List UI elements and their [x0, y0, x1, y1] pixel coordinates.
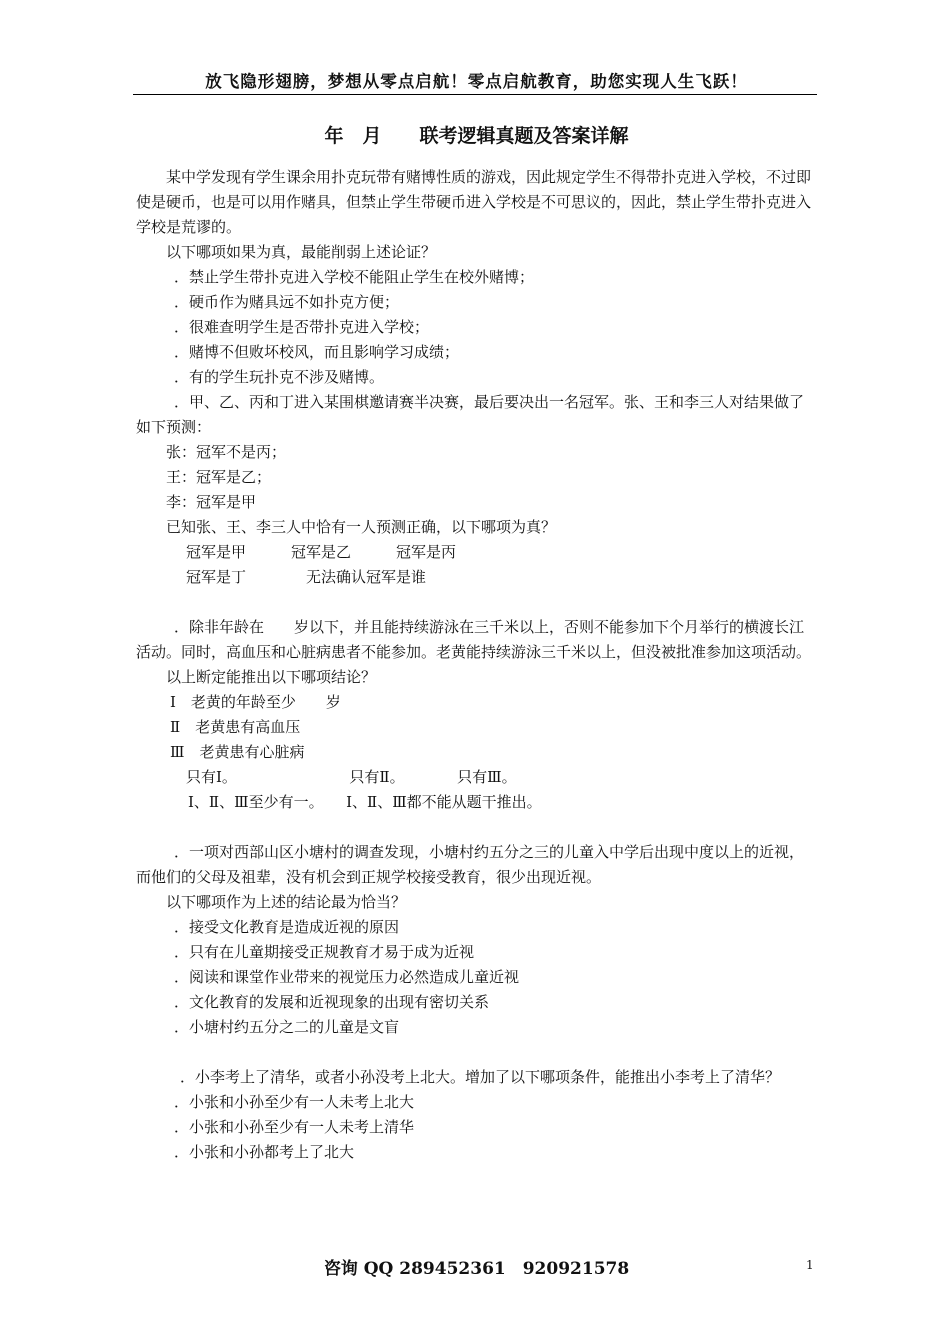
spacer: [136, 815, 817, 840]
q1-option: ．硬币作为赌具远不如扑克方便；: [174, 293, 400, 311]
q3-item: Ⅱ 老黄患有高血压: [170, 718, 301, 736]
q4-option: ．阅读和课堂作业带来的视觉压力必然造成儿童近视: [174, 968, 520, 986]
q1-option: ．赌博不但败坏校风，而且影响学习成绩；: [174, 343, 460, 361]
q1-question: 以下哪项如果为真，最能削弱上述论证？: [166, 243, 437, 261]
q3-choices: Ⅰ、Ⅱ、Ⅲ至少有一。 Ⅰ、Ⅱ、Ⅲ都不能从题干推出。: [188, 793, 542, 811]
q4-option: ．只有在儿童期接受正规教育才易于成为近视: [174, 943, 475, 961]
q2-choices: 冠军是甲 冠军是乙 冠军是丙: [186, 543, 457, 561]
spacer: [136, 590, 817, 615]
q1-option: ．禁止学生带扑克进入学校不能阻止学生在校外赌博；: [174, 268, 535, 286]
q2-question: 已知张、王、李三人中恰有一人预测正确，以下哪项为真？: [166, 518, 557, 536]
q4-option: ．小塘村约五分之二的儿童是文盲: [174, 1018, 400, 1036]
page-header-slogan: 放飞隐形翅膀，梦想从零点启航！零点启航教育，助您实现人生飞跃！: [205, 72, 748, 91]
q2-choices: 冠军是丁 无法确认冠军是谁: [186, 568, 427, 586]
document-body: [136, 165, 817, 1165]
q4-option: ．文化教育的发展和近视现象的出现有密切关系: [174, 993, 490, 1011]
q2-prediction: 张：冠军不是丙；: [166, 443, 287, 461]
q3-stem: ．除非年龄在 岁以下，并且能持续游泳在三千米以上，否则不能参加下个月举行的横渡长江活动。同时，高血压和心脏病患者不能参加。老黄能持续游泳三千米以上，但没被批准参加这项活动。: [136, 618, 812, 661]
q4-option: ．接受文化教育是造成近视的原因: [174, 918, 400, 936]
document-title: 年 月 联考逻辑真题及答案详解: [324, 125, 629, 147]
q5-option: ．小张和小孙至少有一人未考上清华: [174, 1118, 415, 1136]
footer-contact: 咨询 QQ 289452361 920921578: [323, 1259, 630, 1279]
q1-stem: 某中学发现有学生课余用扑克玩带有赌博性质的游戏，因此规定学生不得带扑克进入学校，不过即使是硬币，也是可以用作赌具，但禁止学生带硬币进入学校是不可思议的，因此，禁止学生带扑克进入学校是荒谬的。: [136, 168, 812, 236]
q1-option: ．有的学生玩扑克不涉及赌博。: [174, 368, 385, 386]
q3-question: 以上断定能推出以下哪项结论？: [166, 668, 377, 686]
q1-option: ．很难查明学生是否带扑克进入学校；: [174, 318, 430, 336]
page-number: 1: [806, 1258, 814, 1272]
q2-prediction: 王：冠军是乙；: [166, 468, 272, 486]
q3-item: Ⅲ 老黄患有心脏病: [170, 743, 305, 761]
q2-stem: ．甲、乙、丙和丁进入某围棋邀请赛半决赛，最后要决出一名冠军。张、王和李三人对结果做了如下预测：: [136, 393, 805, 436]
q5-option: ．小张和小孙至少有一人未考上北大: [174, 1093, 415, 1111]
q3-item: Ⅰ 老黄的年龄至少 岁: [170, 693, 341, 711]
q5-option: ．小张和小孙都考上了北大: [174, 1143, 355, 1161]
q4-question: 以下哪项作为上述的结论最为恰当？: [166, 893, 407, 911]
header-divider: [133, 94, 817, 95]
q3-choices: 只有Ⅰ。 只有Ⅱ。 只有Ⅲ。: [186, 768, 517, 786]
q5-stem: ．小李考上了清华，或者小孙没考上北大。增加了以下哪项条件，能推出小李考上了清华？: [180, 1068, 781, 1086]
spacer: [136, 1040, 817, 1065]
q4-stem: ．一项对西部山区小塘村的调查发现，小塘村约五分之三的儿童入中学后出现中度以上的近视，而他们的父母及祖辈，没有机会到正规学校接受教育，很少出现近视。: [136, 843, 805, 886]
q2-prediction: 李：冠军是甲: [166, 493, 257, 511]
